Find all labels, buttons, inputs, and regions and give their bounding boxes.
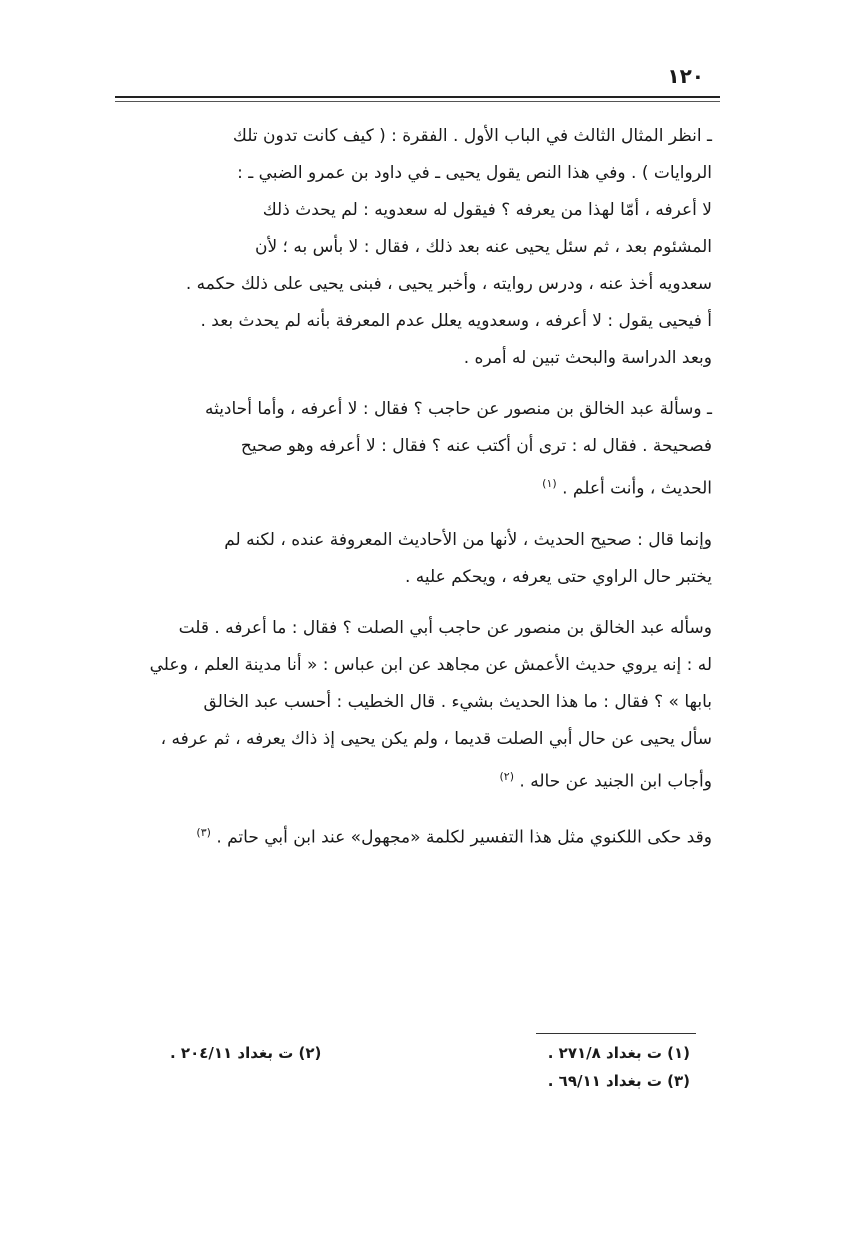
text-line-content: وأجاب ابن الجنيد عن حاله . — [519, 771, 712, 792]
footnote-3: (٣) ت بغداد ٦٩/١١ . — [547, 1072, 690, 1090]
footnote-1: (١) ت بغداد ٢٧١/٨ . — [547, 1044, 690, 1062]
footnote-2: (٢) ت بغداد ٢٠٤/١١ . — [170, 1044, 322, 1062]
text-line: وبعد الدراسة والبحث تبين له أمره . — [463, 348, 712, 368]
header-rule — [115, 96, 720, 98]
paragraph-1 — [108, 118, 712, 377]
paragraph-4 — [108, 610, 712, 801]
text-line: سأل يحيى عن حال أبي الصلت قديما ، ولم يكن يحيى إذ ذاك يعرفه ، ثم عرفه ، — [160, 728, 712, 749]
footnote-rule — [536, 1033, 696, 1034]
text-line — [108, 758, 712, 801]
text-line — [108, 814, 712, 857]
text-line: بابها » ؟ فقال : ما هذا الحديث بشيء . قال الخطيب : أحسب عبد الخالق — [203, 691, 712, 712]
text-line: فصحيحة . فقال له : ترى أن أكتب عنه ؟ فقال : لا أعرفه وهو صحيح — [240, 436, 712, 456]
footnote-ref-2: (٢) — [499, 769, 515, 783]
paragraph-2 — [108, 391, 712, 508]
text-line: ـ وسألة عبد الخالق بن منصور عن حاجب ؟ فقال : لا أعرفه ، وأما أحاديثه — [204, 399, 712, 419]
paragraph-5 — [108, 814, 712, 857]
text-line: أ فيحيى يقول : لا أعرفه ، وسعدويه يعلل عدم المعرفة بأنه لم يحدث بعد . — [200, 311, 712, 331]
text-line-content: وقد حكى اللكنوي مثل هذا التفسير لكلمة «مجهول» عند ابن أبي حاتم . — [216, 827, 712, 848]
text-line: وإنما قال : صحيح الحديث ، لأنها من الأحاديث المعروفة عنده ، لكنه لم — [224, 529, 712, 550]
text-line: له : إنه يروي حديث الأعمش عن مجاهد عن ابن عباس : « أنا مدينة العلم ، وعلي — [149, 654, 712, 675]
text-line: ـ انظر المثال الثالث في الباب الأول . الفقرة : ( كيف كانت تدون تلك — [232, 126, 712, 146]
text-line: يختبر حال الراوي حتى يعرفه ، ويحكم عليه . — [404, 566, 712, 587]
main-text — [108, 118, 712, 857]
header-rule-thin — [115, 101, 720, 102]
paragraph-3 — [108, 522, 712, 596]
text-line: الروايات ) . وفي هذا النص يقول يحيى ـ في داود بن عمرو الضبي ـ : — [237, 163, 712, 183]
text-line: المشئوم بعد ، ثم سئل يحيى عنه بعد ذلك ، فقال : لا بأس به ؛ لأن — [254, 237, 712, 257]
footnote-ref-3: (٣) — [196, 826, 211, 840]
footnote-ref-1: (١) — [542, 477, 557, 490]
text-line: وسأله عبد الخالق بن منصور عن حاجب أبي الصلت ؟ فقال : ما أعرفه . قلت — [178, 617, 712, 638]
text-line-content: الحديث ، وأنت أعلم . — [562, 478, 712, 499]
footnotes — [170, 1044, 690, 1104]
page-number: ١٢٠ — [667, 64, 704, 88]
text-line: لا أعرفه ، أمّا لهذا من يعرفه ؟ فيقول له سعدويه : لم يحدث ذلك — [262, 200, 712, 220]
text-line: سعدويه أخذ عنه ، ودرس روايته ، وأخبر يحيى ، فبنى يحيى على ذلك حكمه . — [185, 274, 712, 294]
text-line — [108, 465, 712, 508]
